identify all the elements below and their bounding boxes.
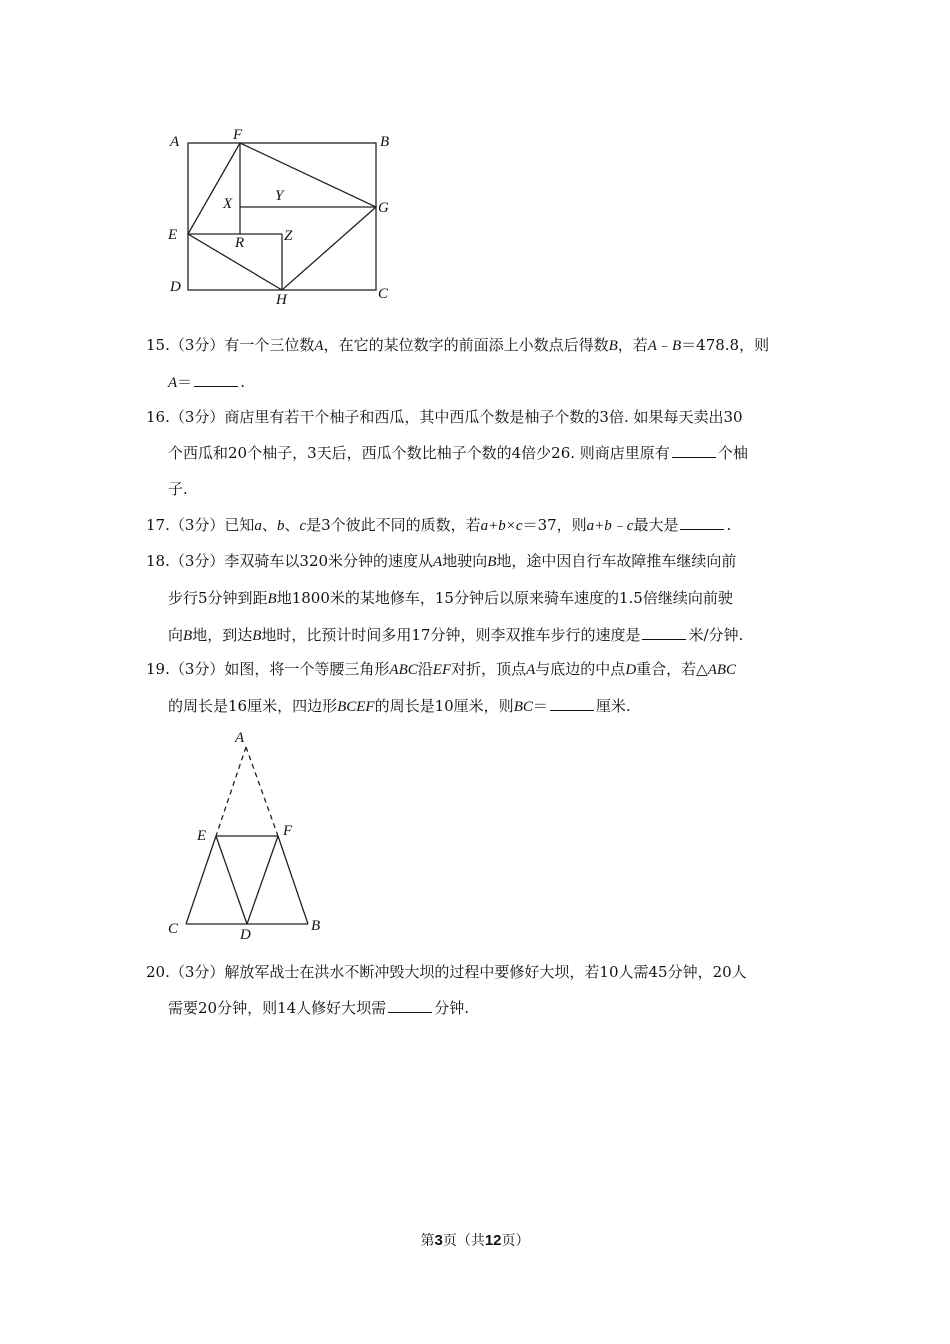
- label-A: A: [235, 730, 245, 746]
- label-R: R: [235, 235, 245, 251]
- label-D: D: [170, 279, 181, 295]
- label-G: G: [378, 200, 389, 216]
- page-footer: 第3页（共12页）: [420, 1232, 530, 1249]
- label-C: C: [378, 286, 389, 302]
- total-page-count: 12: [484, 1232, 502, 1249]
- dashed-edge-ae: [216, 747, 246, 836]
- question-16: [146, 399, 816, 507]
- question-17: [146, 507, 816, 544]
- question-18-line-1: 18.（3分）李双骑车以320米分钟的速度从A地驶向B地，途中因自行车故障推车继续向前: [146, 552, 737, 570]
- label-B: B: [380, 134, 390, 150]
- label-Z: Z: [284, 228, 293, 244]
- question-15: [146, 327, 816, 401]
- segment-ed: [216, 836, 247, 924]
- label-A: A: [170, 134, 180, 150]
- question-18-line-3: 向B地，到达B地时，比预计时间多用17分钟，则李双推车步行的速度是 米/分钟.: [168, 626, 744, 644]
- question-15-line-1: 15.（3分）有一个三位数A，在它的某位数字的前面添上小数点后得数B，若A﹣B＝478.8，则: [146, 336, 770, 354]
- label-B: B: [311, 918, 321, 934]
- question-19-line-2: 的周长是16厘米，四边形BCEF的周长是10厘米，则BC＝ 厘米.: [168, 697, 631, 715]
- label-E: E: [197, 828, 207, 844]
- question-16-line-1: 16.（3分）商店里有若干个柚子和西瓜，其中西瓜个数是柚子个数的3倍. 如果每天卖出30: [146, 408, 743, 426]
- answer-blank[interactable]: [388, 997, 432, 1013]
- figure-rectangle-diagram: [160, 122, 400, 312]
- current-page-number: 3: [434, 1232, 443, 1249]
- label-C: C: [168, 921, 179, 937]
- question-19-line-1: 19.（3分）如图，将一个等腰三角形ABC沿EF对折，顶点A与底边的中点D重合，若△ABC: [146, 660, 737, 678]
- question-18: [146, 543, 816, 654]
- answer-blank[interactable]: [642, 624, 686, 640]
- label-Y: Y: [275, 188, 284, 204]
- label-E: E: [168, 227, 178, 243]
- dashed-edge-af: [246, 747, 278, 836]
- label-F: F: [283, 823, 293, 839]
- question-18-line-2: 步行5分钟到距B地1800米的某地修车，15分钟后以原来骑车速度的1.5倍继续向前驶: [168, 589, 733, 607]
- answer-blank[interactable]: [680, 514, 724, 530]
- question-16-line-2: 个西瓜和20个柚子，3天后，西瓜个数比柚子个数的4倍少26. 则商店里原有 个柚: [168, 444, 748, 462]
- label-F: F: [233, 127, 243, 143]
- question-15-line-2: A＝ .: [168, 373, 245, 391]
- question-20-line-2: 需要20分钟，则14人修好大坝需 分钟.: [168, 999, 469, 1017]
- segment-fd: [247, 836, 278, 924]
- question-17-line-1: 17.（3分）已知a、b、c是3个彼此不同的质数，若a+b×c＝37，则a+b﹣c最大是 .: [146, 516, 732, 534]
- answer-blank[interactable]: [194, 371, 238, 387]
- segment-ec: [186, 836, 216, 924]
- question-20: [146, 954, 816, 1026]
- question-20-line-1: 20.（3分）解放军战士在洪水不断冲毁大坝的过程中要修好大坝，若10人需45分钟，20人: [146, 963, 747, 981]
- question-19: [146, 651, 816, 725]
- answer-blank[interactable]: [550, 695, 594, 711]
- answer-blank[interactable]: [672, 442, 716, 458]
- figure-folded-triangle: [160, 725, 340, 945]
- label-H: H: [276, 292, 287, 308]
- label-D: D: [240, 927, 251, 943]
- segment-fb: [278, 836, 308, 924]
- label-X: X: [223, 196, 233, 212]
- question-16-line-3: 子.: [168, 480, 188, 498]
